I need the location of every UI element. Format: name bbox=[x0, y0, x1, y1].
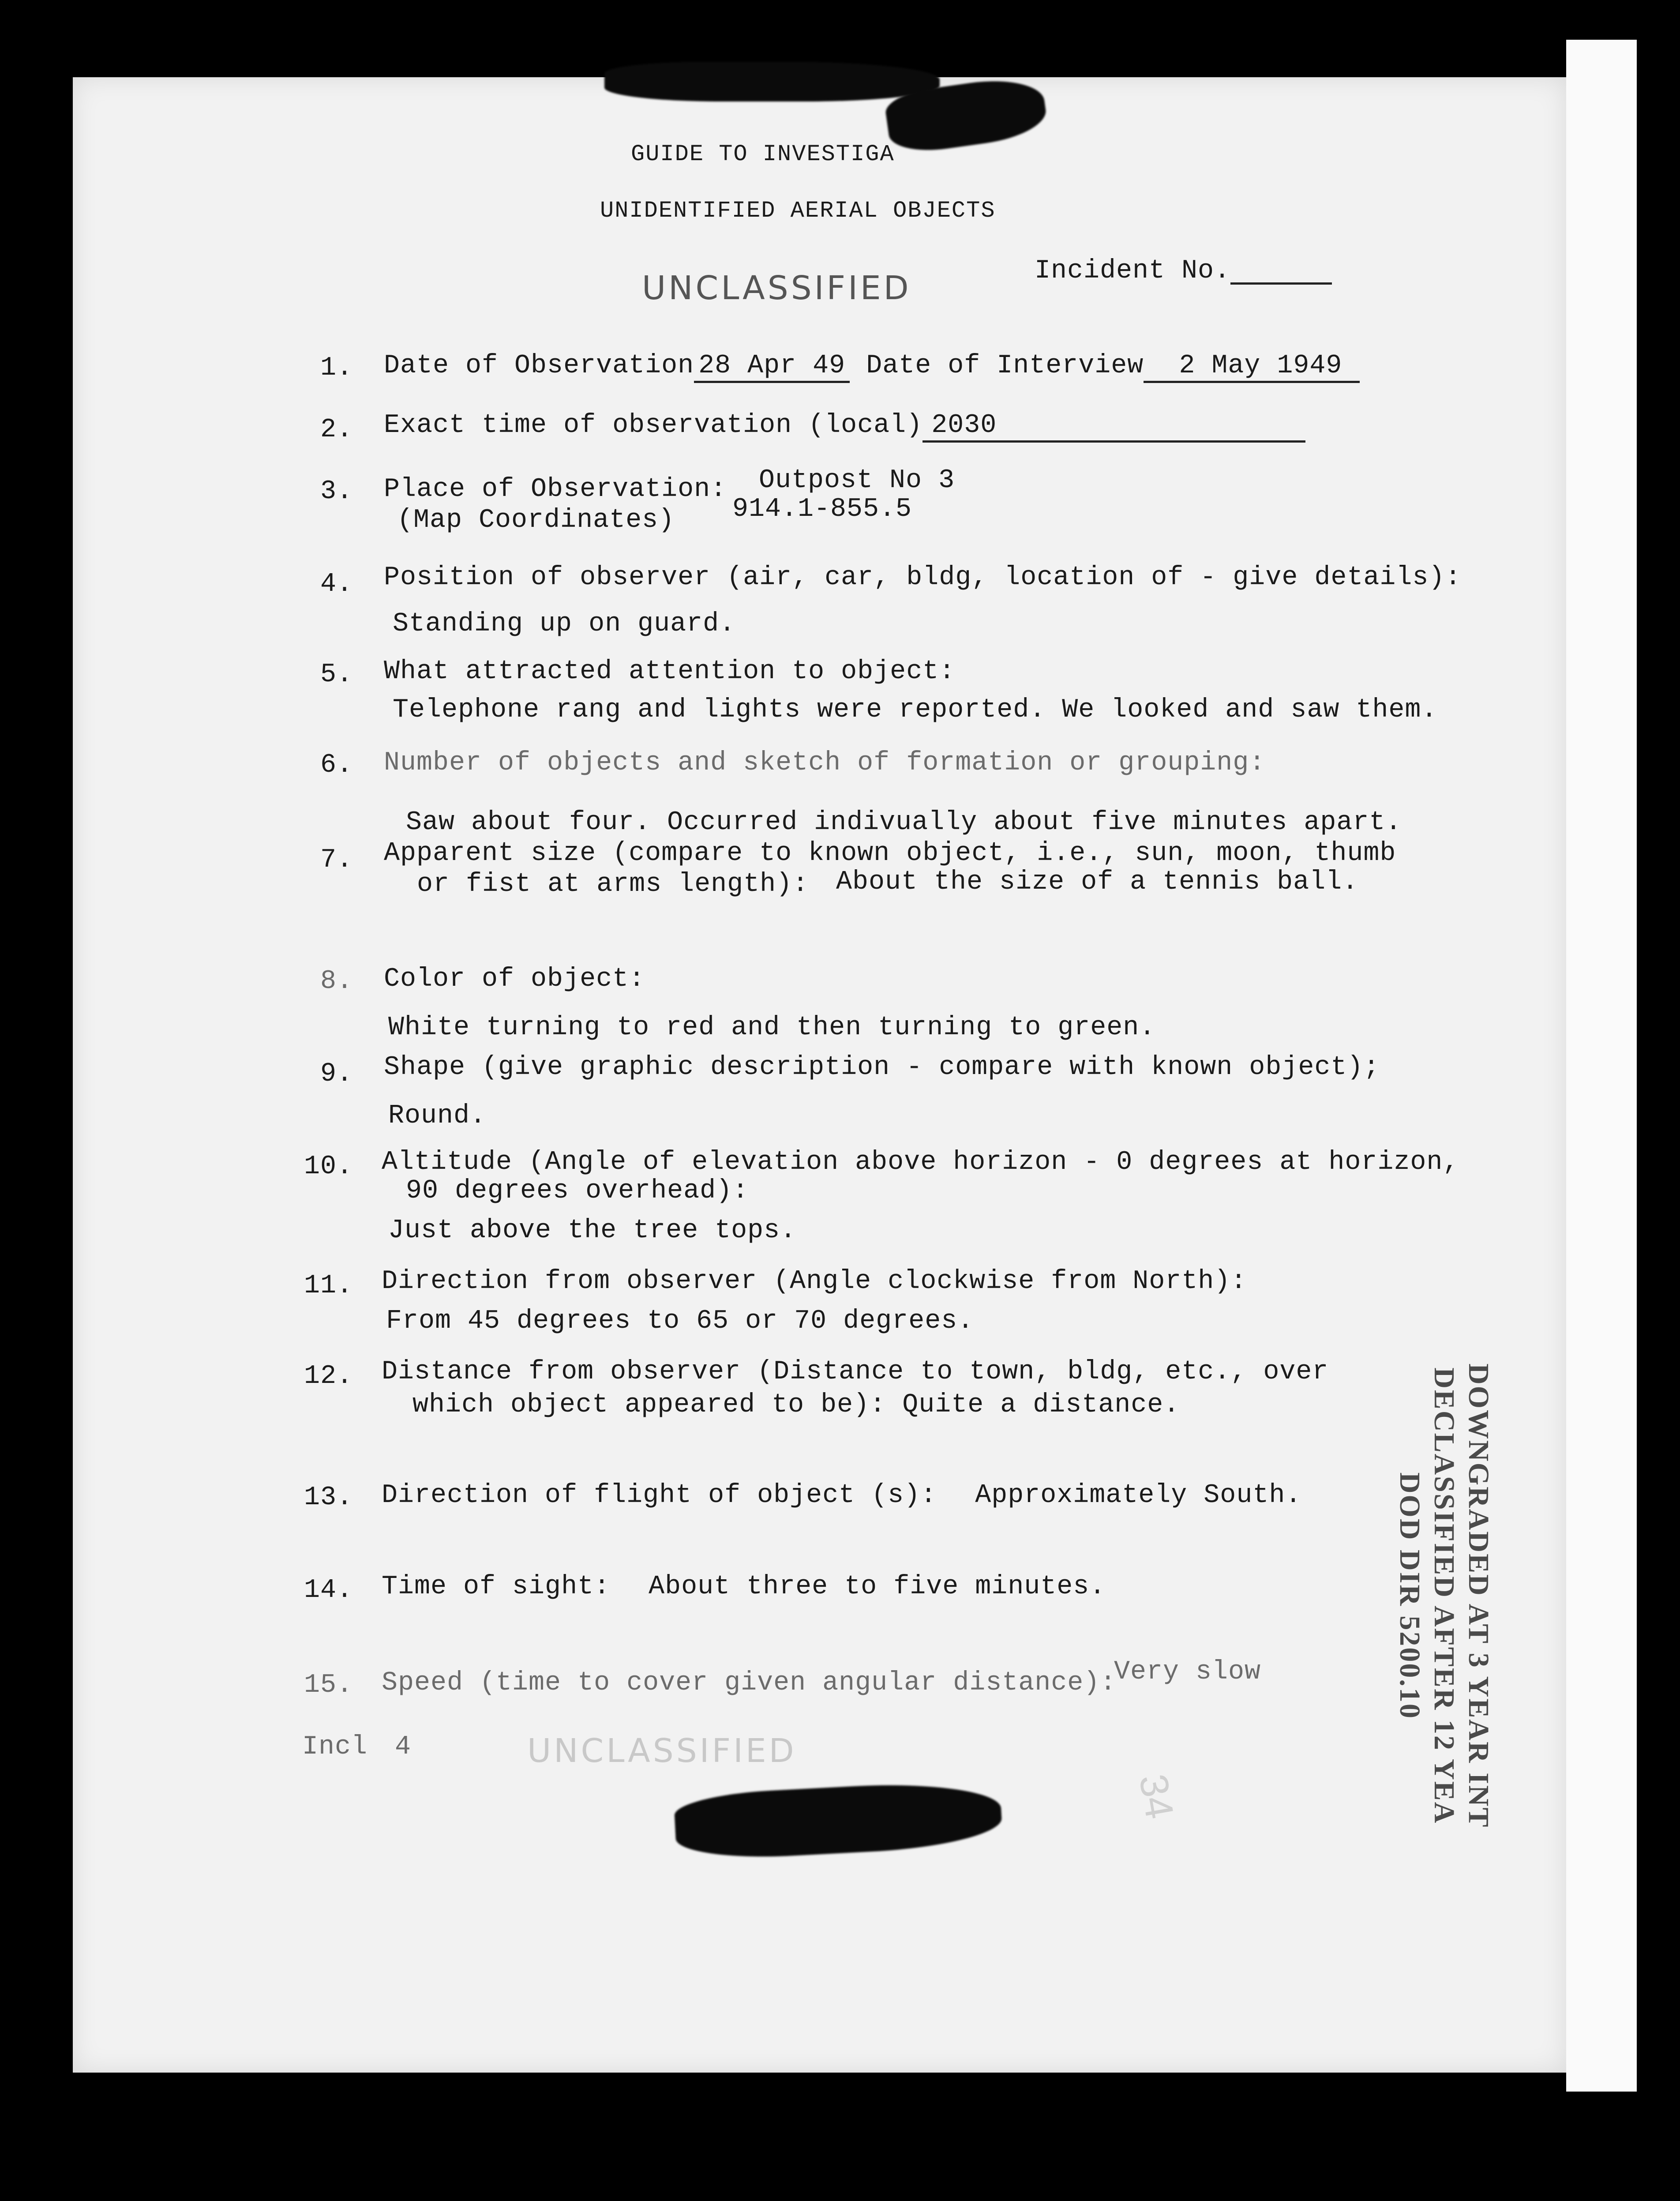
place-of-observation-label: Place of Observation: bbox=[384, 474, 727, 504]
item-number: 10. bbox=[304, 1152, 353, 1182]
item-number: 5. bbox=[320, 660, 353, 690]
form-title-line2: UNIDENTIFIED AERIAL OBJECTS bbox=[600, 198, 996, 224]
apparent-size-answer: About the size of a tennis ball. bbox=[836, 867, 1359, 897]
margin-mark: 34 bbox=[1130, 1771, 1182, 1822]
item-number: 6. bbox=[320, 750, 353, 780]
observer-position-answer: Standing up on guard. bbox=[393, 609, 736, 639]
map-coordinates-label: (Map Coordinates) bbox=[397, 505, 675, 535]
time-of-sight bbox=[382, 1572, 1106, 1602]
attention-label: What attracted attention to object: bbox=[384, 657, 956, 687]
observer-position-label: Position of observer (air, car, bldg, location of - give details): bbox=[384, 563, 1462, 593]
speed-answer: Very slow bbox=[1114, 1657, 1261, 1687]
shape-answer: Round. bbox=[388, 1101, 487, 1131]
distance-label-cont-text: which object appeared to be): bbox=[412, 1390, 886, 1420]
declass-line1: DOWNGRADED AT 3 YEAR INT bbox=[1462, 1363, 1495, 1829]
altitude-label-cont: 90 degrees overhead): bbox=[406, 1176, 749, 1206]
item-number: 9. bbox=[320, 1059, 353, 1089]
page-edge bbox=[1566, 40, 1637, 2092]
map-coordinates-value: 914.1-855.5 bbox=[732, 494, 912, 524]
item-number: 12. bbox=[304, 1361, 353, 1391]
form-title-line1: GUIDE TO INVESTIGA bbox=[631, 141, 895, 167]
date-of-interview-label: Date of Interview bbox=[866, 351, 1144, 381]
color-label: Color of object: bbox=[384, 964, 645, 994]
declassification-stamp bbox=[1392, 1363, 1496, 1829]
flight-direction-answer: Approximately South. bbox=[975, 1480, 1302, 1510]
redaction-top bbox=[604, 62, 940, 101]
number-of-objects-answer: Saw about four. Occurred indivually about five minutes apart. bbox=[406, 808, 1402, 838]
enclosure-label: Incl bbox=[302, 1732, 368, 1762]
item-number: 11. bbox=[304, 1271, 353, 1301]
apparent-size-label-cont: or fist at arms length): bbox=[417, 869, 809, 899]
date-of-observation bbox=[384, 351, 1360, 383]
flight-direction-label: Direction of flight of object (s): bbox=[382, 1480, 937, 1510]
speed-label: Speed (time to cover given angular distance): bbox=[382, 1668, 1117, 1698]
incident-label: Incident No. bbox=[1035, 256, 1231, 286]
number-of-objects-label: Number of objects and sketch of formation or grouping: bbox=[384, 748, 1266, 778]
altitude-answer: Just above the tree tops. bbox=[388, 1216, 797, 1246]
time-of-observation-label: Exact time of observation (local) bbox=[384, 410, 923, 440]
item-number: 8. bbox=[320, 966, 353, 996]
item-number: 14. bbox=[304, 1575, 353, 1605]
date-of-observation-value: 28 Apr 49 bbox=[694, 351, 850, 383]
place-of-observation-value: Outpost No 3 bbox=[759, 466, 955, 496]
item-number: 1. bbox=[320, 353, 353, 383]
distance-answer: Quite a distance. bbox=[902, 1390, 1180, 1420]
date-of-interview-value: 2 May 1949 bbox=[1144, 351, 1360, 383]
enclosure-number: 4 bbox=[395, 1732, 412, 1762]
declass-line3: DOD DIR 5200.10 bbox=[1394, 1472, 1426, 1720]
time-of-observation-value: 2030 bbox=[922, 410, 1305, 443]
time-of-observation bbox=[384, 410, 1305, 443]
classification-stamp-bottom: UNCLASSIFIED bbox=[527, 1732, 797, 1770]
time-of-sight-label: Time of sight: bbox=[382, 1572, 611, 1602]
flight-direction bbox=[382, 1480, 1301, 1510]
enclosure-note bbox=[302, 1732, 411, 1762]
direction-label: Direction from observer (Angle clockwise from North): bbox=[382, 1266, 1247, 1296]
item-number: 13. bbox=[304, 1483, 353, 1513]
color-answer: White turning to red and then turning to green. bbox=[388, 1013, 1156, 1043]
distance-label: Distance from observer (Distance to town, bldg, etc., over bbox=[382, 1357, 1329, 1387]
shape-label: Shape (give graphic description - compare with known object); bbox=[384, 1052, 1380, 1082]
date-of-observation-label: Date of Observation bbox=[384, 351, 694, 381]
item-number: 4. bbox=[320, 569, 353, 599]
incident-value bbox=[1230, 256, 1332, 285]
attention-answer: Telephone rang and lights were reported. We looked and saw them. bbox=[393, 695, 1438, 725]
direction-answer: From 45 degrees to 65 or 70 degrees. bbox=[386, 1306, 974, 1336]
item-number: 15. bbox=[304, 1670, 353, 1700]
apparent-size-label: Apparent size (compare to known object, i.e., sun, moon, thumb bbox=[384, 838, 1396, 868]
altitude-label: Altitude (Angle of elevation above horizon - 0 degrees at horizon, bbox=[382, 1147, 1459, 1177]
incident-number bbox=[1035, 256, 1332, 286]
item-number: 7. bbox=[320, 845, 353, 875]
item-number: 3. bbox=[320, 477, 353, 507]
distance-label-cont bbox=[412, 1390, 1180, 1420]
classification-stamp-top: UNCLASSIFIED bbox=[642, 269, 911, 307]
item-number: 2. bbox=[320, 415, 353, 445]
declass-line2: DECLASSIFIED AFTER 12 YEA bbox=[1428, 1367, 1460, 1825]
time-of-sight-answer: About three to five minutes. bbox=[649, 1572, 1106, 1602]
